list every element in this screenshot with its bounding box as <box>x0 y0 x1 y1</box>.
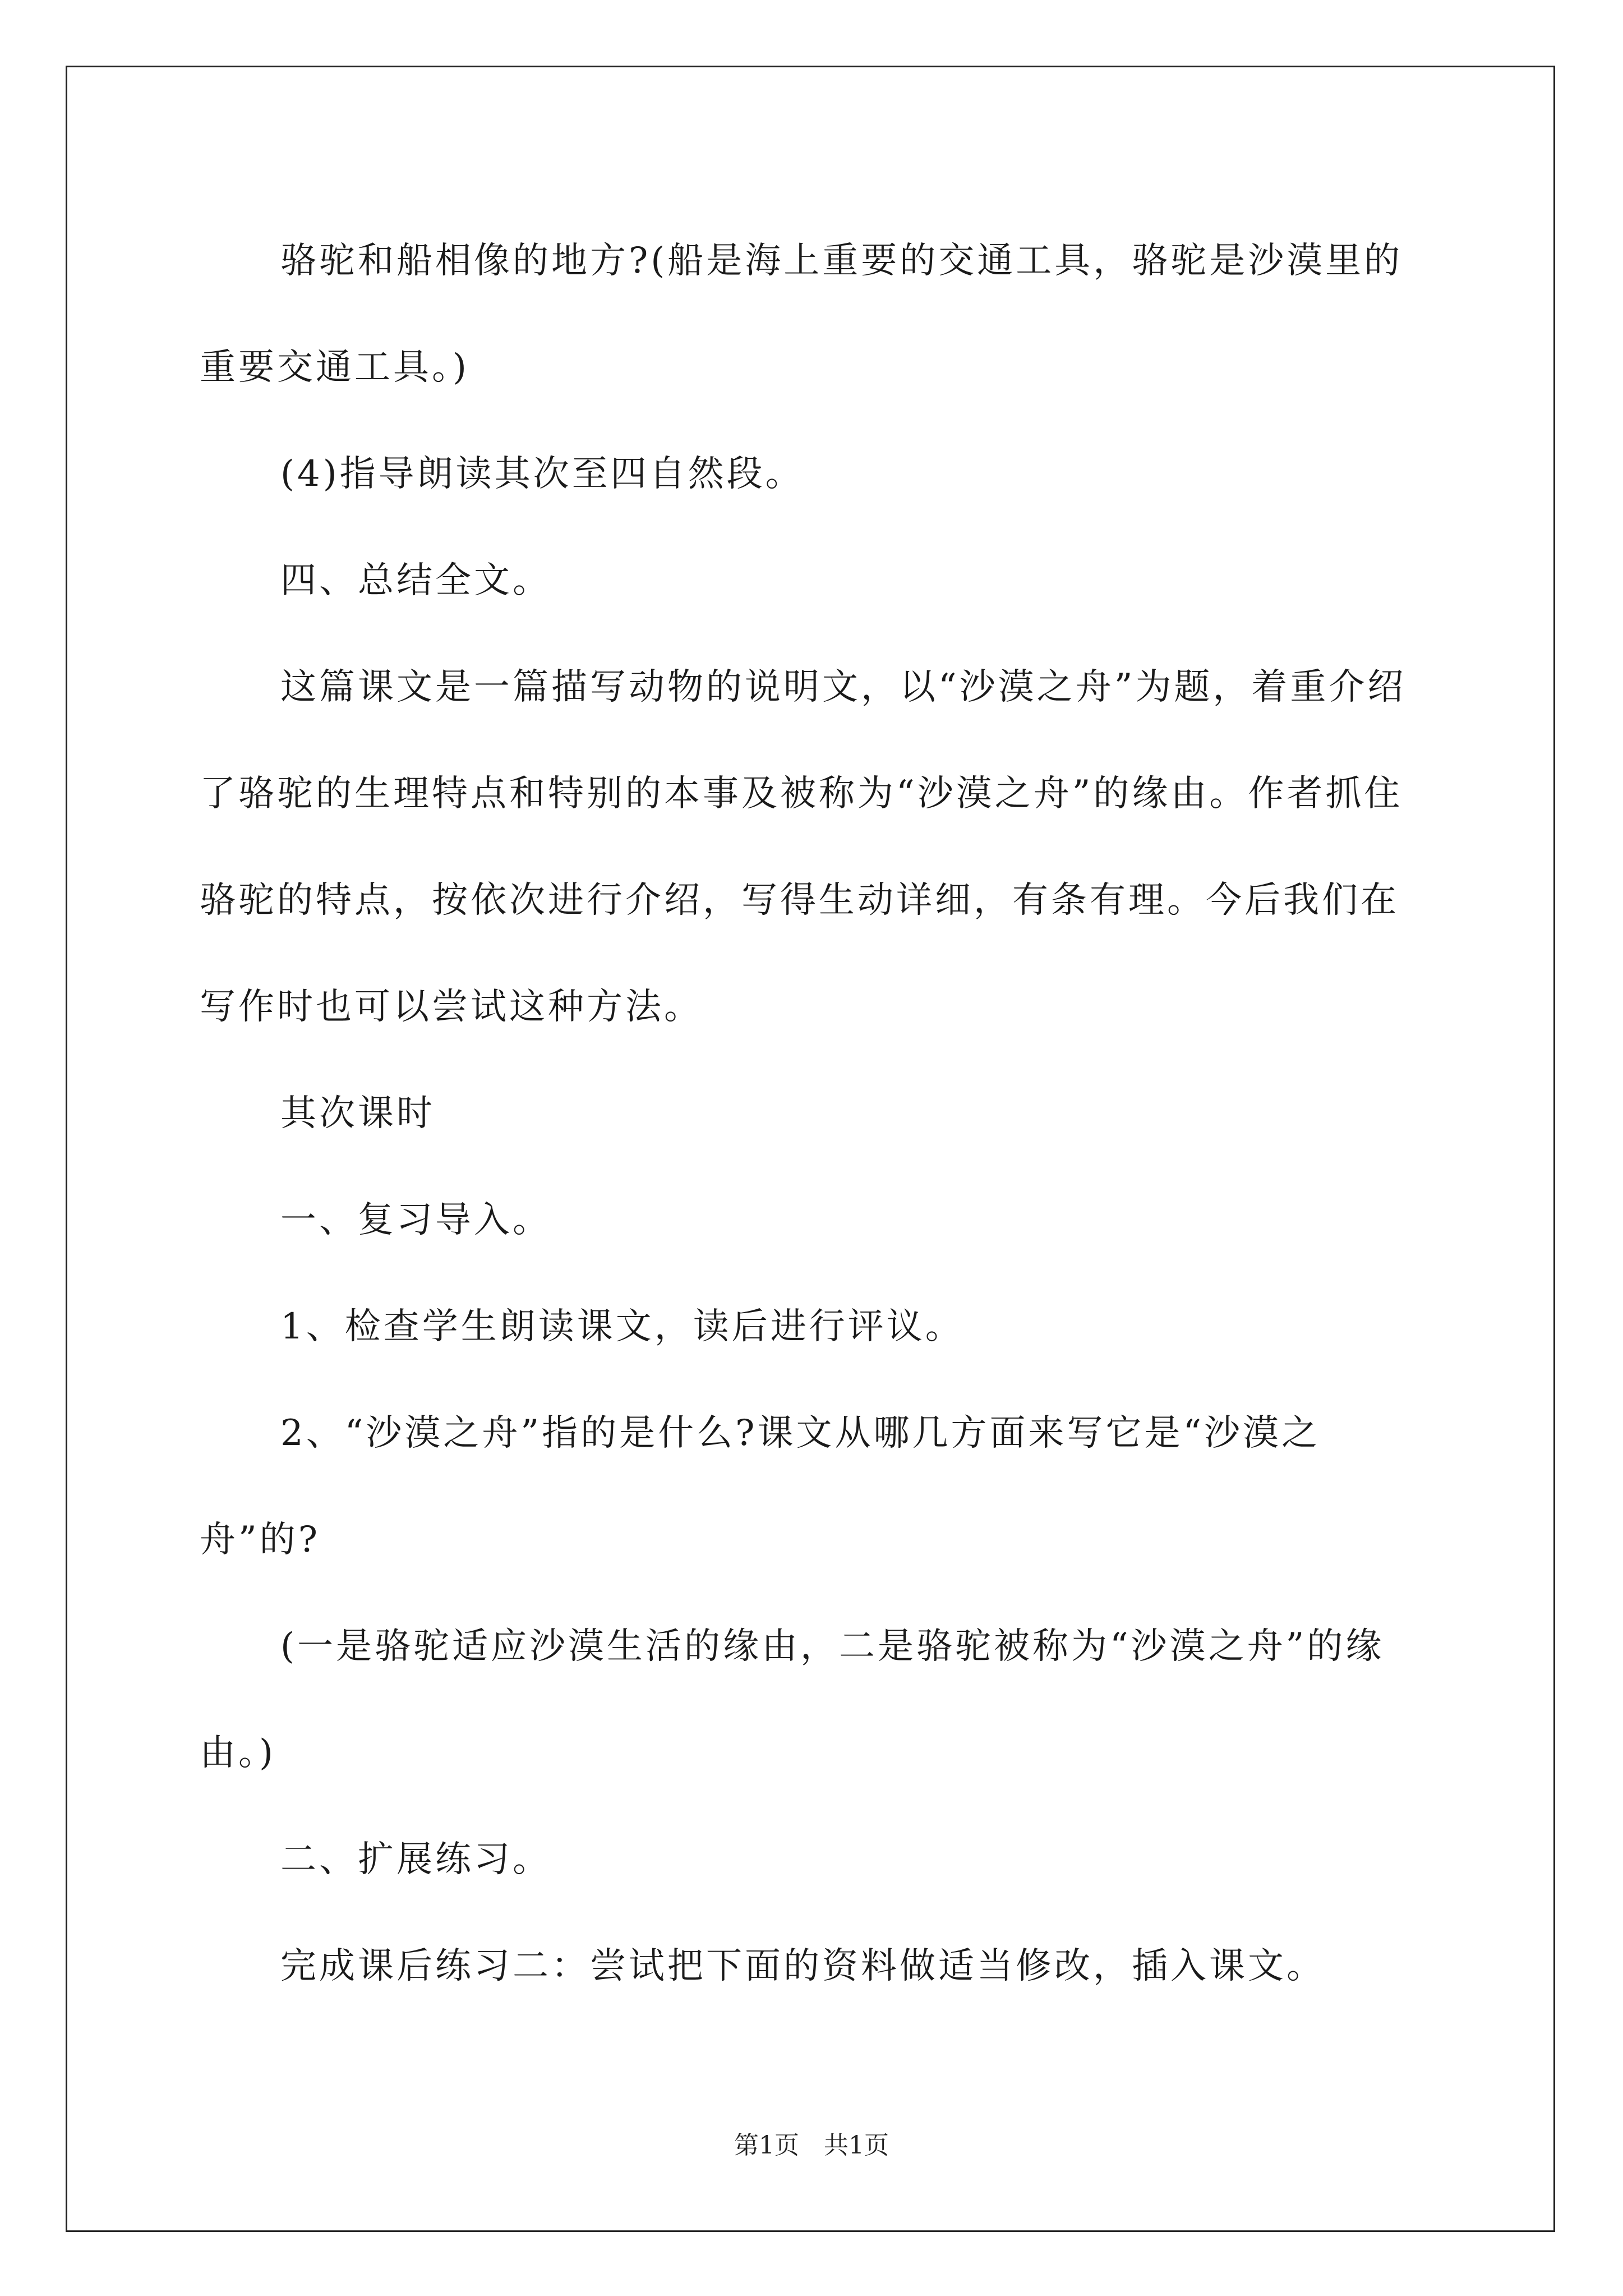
paragraph: 2、“沙漠之舟”指的是什么?课文从哪几方面来写它是“沙漠之舟”的? <box>200 1412 1321 1561</box>
paragraph: 1、检查学生朗读课文，读后进行评议。 <box>280 1306 964 1347</box>
document-body <box>200 208 1428 2019</box>
section-heading: 四、总结全文。 <box>280 560 551 601</box>
paragraph: 这篇课文是一篇描写动物的说明文，以“沙漠之舟”为题，着重介绍了骆驼的生理特点和特别的本事及被称为“沙漠之舟”的缘由。作者抓住骆驼的特点，按依次进行介绍，写得生动详细，有条有理。今后我们在写作时也可以尝试这种方法。 <box>200 666 1407 1028</box>
paragraph: 骆驼和船相像的地方?(船是海上重要的交通工具，骆驼是沙漠里的重要交通工具。) <box>200 240 1403 388</box>
page-total: 共1页 <box>824 2131 889 2160</box>
page-number: 第1页 <box>734 2131 799 2160</box>
paragraph: (4)指导朗读其次至四自然段。 <box>280 453 804 495</box>
section-heading: 其次课时 <box>280 1093 435 1134</box>
paragraph: (一是骆驼适应沙漠生活的缘由，二是骆驼被称为“沙漠之舟”的缘由。) <box>200 1626 1385 1774</box>
paragraph: 完成课后练习二：尝试把下面的资料做适当修改，插入课文。 <box>280 1945 1325 1987</box>
section-heading: 一、复习导入。 <box>280 1199 551 1241</box>
section-heading: 二、扩展练习。 <box>280 1839 551 1880</box>
page-footer <box>0 2129 1623 2162</box>
